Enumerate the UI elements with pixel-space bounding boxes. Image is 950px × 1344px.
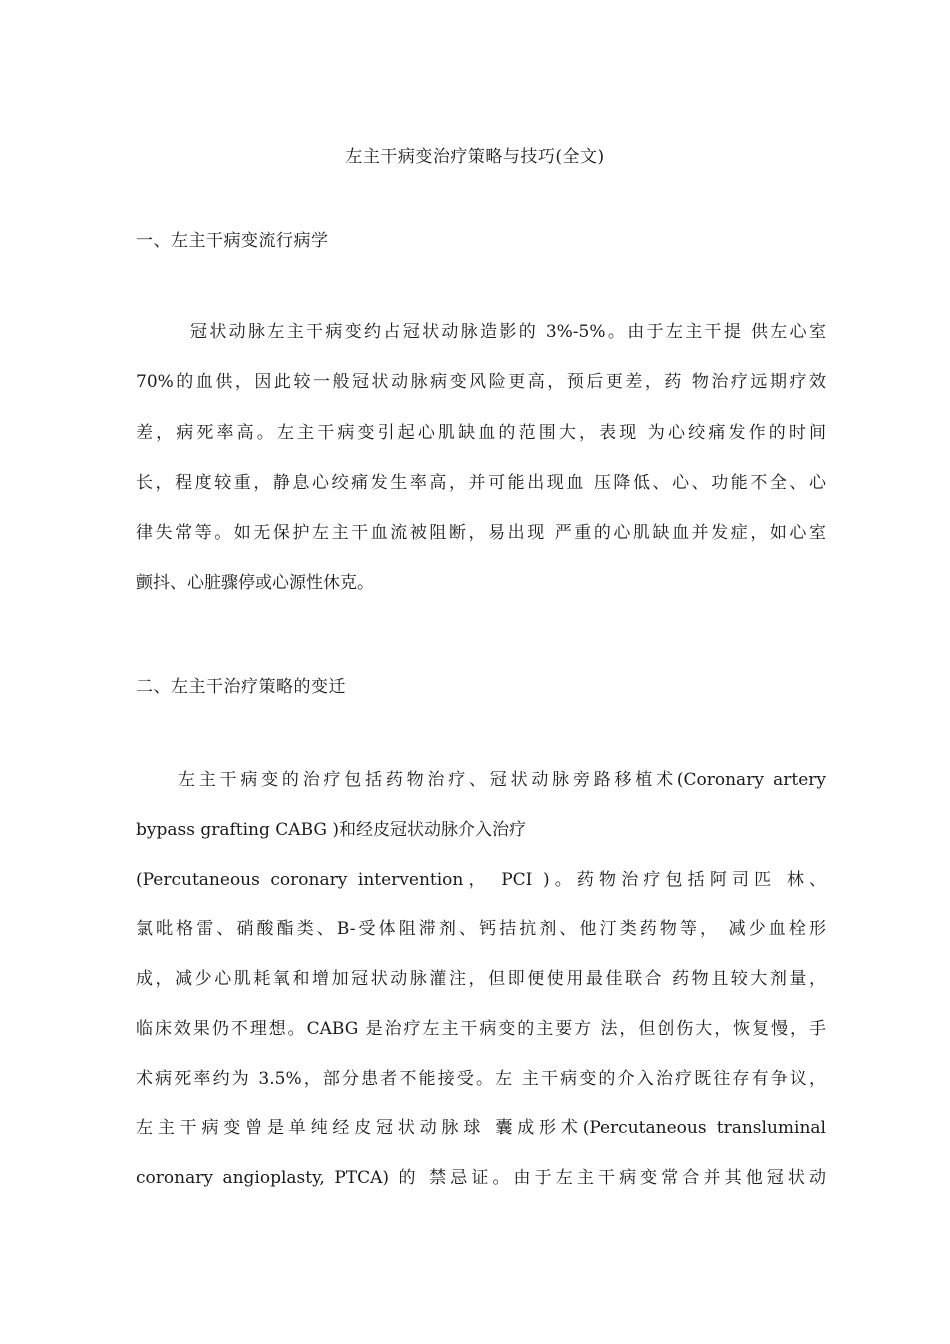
paragraph-line: 左主干病变的治疗包括药物治疗、冠状动脉旁路移植术(Coronary artery (178, 770, 826, 790)
section-heading-2: 二、左主干治疗策略的变迁 (136, 677, 346, 697)
paragraph-line: coronary angioplasty, PTCA) 的 禁忌证。由于左主干病变常合并其他冠状动 (136, 1168, 826, 1188)
paragraph-line: 70%的血供，因此较一般冠状动脉病变风险更高，预后更差，药 物治疗远期疗效 (136, 372, 826, 392)
paragraph-line: 颤抖、心脏骤停或心源性休克。 (136, 573, 374, 593)
paragraph-line: 临床效果仍不理想。CABG 是治疗左主干病变的主要方 法，但创伤大，恢复慢，手 (136, 1019, 826, 1039)
paragraph-line: 长，程度较重，静息心绞痛发生率高，并可能出现血 压降低、心、功能不全、心 (136, 473, 826, 493)
paragraph-line: 术病死率约为 3.5%，部分患者不能接受。左 主干病变的介入治疗既往存有争议， (136, 1069, 826, 1089)
paragraph-line: 成，减少心肌耗氧和增加冠状动脉灌注，但即便使用最佳联合 药物且较大剂量， (136, 969, 826, 989)
paragraph-line: bypass grafting CABG )和经皮冠状动脉介入治疗 (136, 820, 527, 840)
paragraph-line: 差，病死率高。左主干病变引起心肌缺血的范围大，表现 为心绞痛发作的时间 (136, 423, 826, 443)
paragraph-line: 律失常等。如无保护左主干血流被阻断，易出现 严重的心肌缺血并发症，如心室 (136, 523, 826, 543)
paragraph-line: 冠状动脉左主干病变约占冠状动脉造影的 3%-5%。由于左主干提 供左心室 (190, 322, 826, 342)
paragraph-line: 氯吡格雷、硝酸酯类、B-受体阻滞剂、钙拮抗剂、他汀类药物等， 减少血栓形 (136, 919, 826, 939)
paragraph-line: 左主干病变曾是单纯经皮冠状动脉球 囊成形术(Percutaneous transluminal (136, 1118, 826, 1138)
page-title: 左主干病变治疗策略与技巧(全文) (345, 147, 605, 167)
section-heading-1: 一、左主干病变流行病学 (136, 231, 329, 251)
paragraph-line: (Percutaneous coronary intervention， PCI )。药物治疗包括阿司匹 林、 (136, 870, 826, 890)
